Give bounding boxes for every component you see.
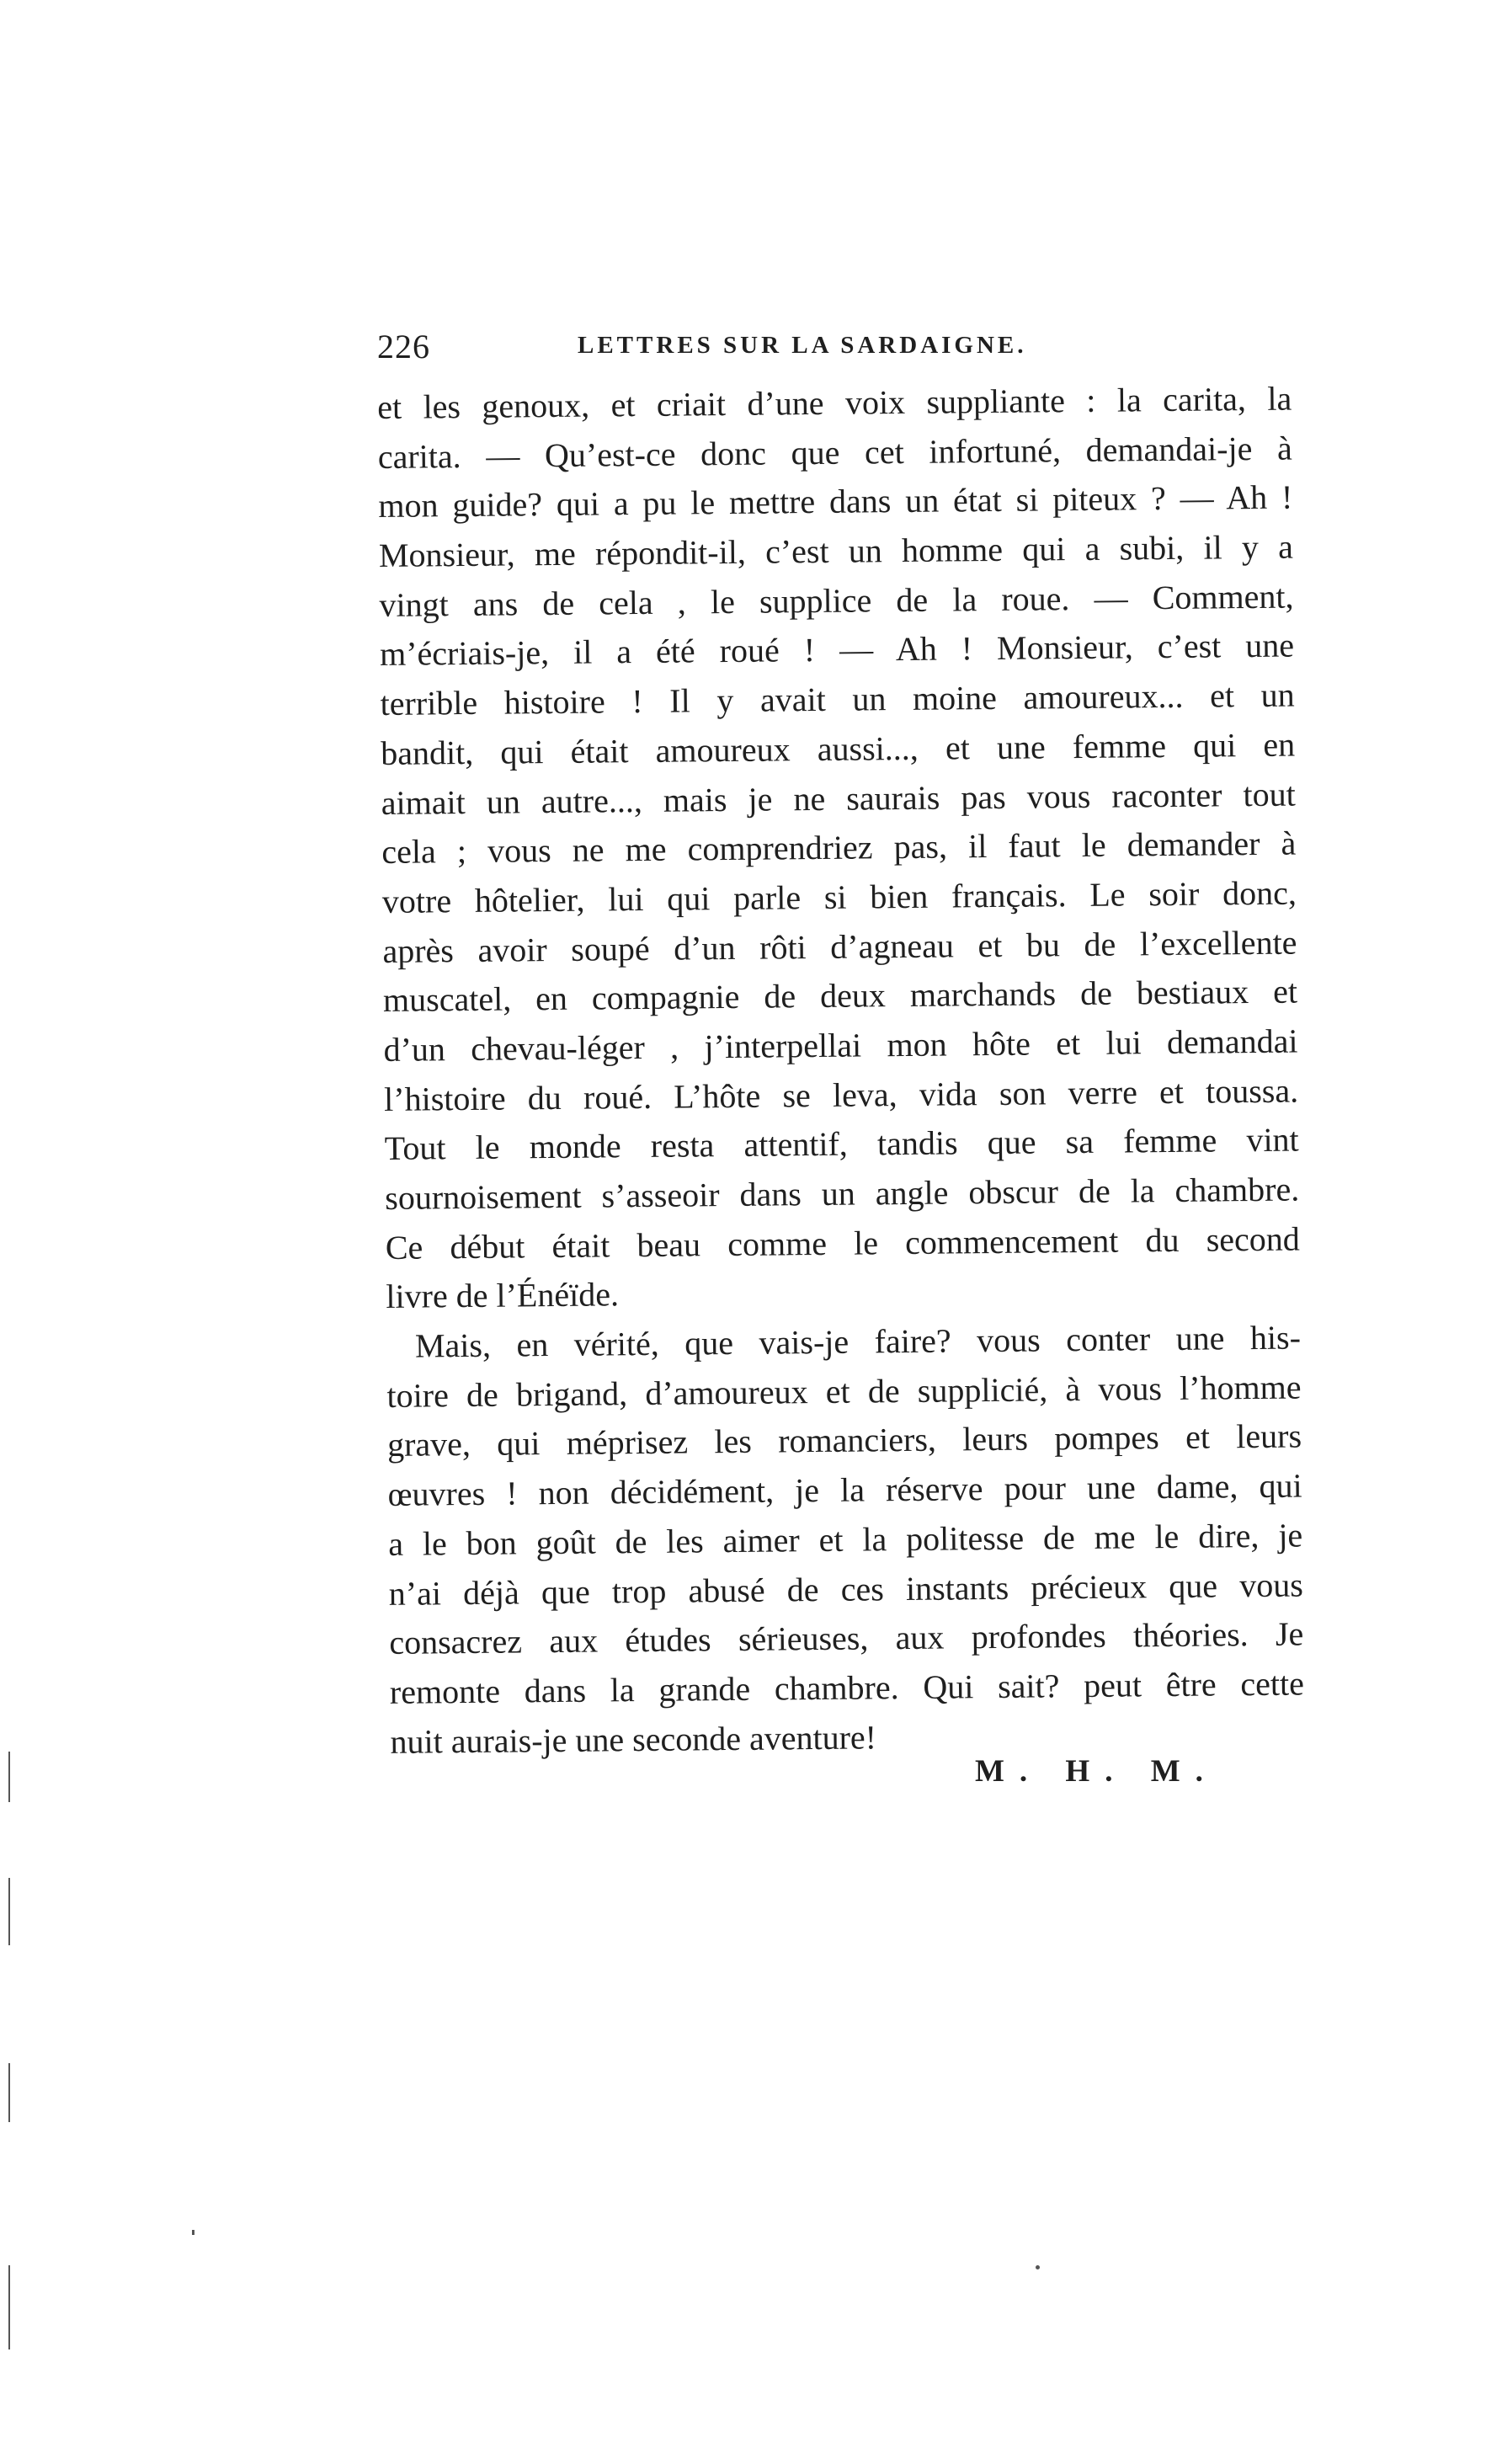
text-line: Ce début était beau comme le commencement du second bbox=[385, 1219, 1301, 1267]
text-line: consacrez aux études sérieuses, aux profondes théories. Je bbox=[389, 1614, 1304, 1662]
text-line: d’un chevau-léger , j’interpellai mon hôte et lui demandai bbox=[383, 1021, 1298, 1069]
paragraph-2 bbox=[386, 1314, 1305, 1768]
text-line: nuit aurais-je une seconde aventure! bbox=[390, 1717, 877, 1761]
scan-speck bbox=[8, 2265, 10, 2349]
text-line: vingt ans de cela , le supplice de la roue. — Comment, bbox=[379, 577, 1294, 624]
text-line: m’écriais-je, il a été roué ! — Ah ! Monsieur, c’est une bbox=[379, 626, 1295, 674]
text-line: terrible histoire ! Il y avait un moine amoureux... et un bbox=[380, 675, 1295, 723]
page-header bbox=[377, 327, 1303, 377]
text-line: grave, qui méprisez les romanciers, leurs pompes et leurs bbox=[386, 1416, 1302, 1464]
main-text bbox=[377, 375, 1305, 1768]
text-line: cela ; vous ne me comprendriez pas, il faut le demander à bbox=[381, 824, 1297, 872]
text-line: œuvres ! non décidément, je la réserve pour une dame, qui bbox=[387, 1466, 1302, 1514]
text-line: muscatel, en compagnie de deux marchands de bestiaux et bbox=[382, 972, 1298, 1020]
text-line: l’histoire du roué. L’hôte se leva, vida son verre et toussa. bbox=[383, 1071, 1299, 1118]
scan-speck bbox=[8, 1878, 10, 1945]
signature: M. H. M. bbox=[975, 1754, 1218, 1789]
text-line: Mais, en vérité, que vais-je faire? vous conter une his- bbox=[414, 1318, 1302, 1365]
text-line: votre hôtelier, lui qui parle si bien français. Le soir donc, bbox=[381, 873, 1297, 920]
scan-speck bbox=[1036, 2265, 1040, 2269]
scan-speck bbox=[192, 2230, 194, 2235]
text-line: Tout le monde resta attentif, tandis que sa femme vint bbox=[384, 1120, 1299, 1168]
text-line: carita. — Qu’est-ce donc que cet infortuné, demandai-je à bbox=[377, 429, 1293, 476]
text-line: toire de brigand, d’amoureux et de supplicié, à vous l’homme bbox=[386, 1368, 1302, 1415]
page-number: 226 bbox=[377, 328, 430, 365]
text-line: remonte dans la grande chambre. Qui sait? peut être cette bbox=[389, 1664, 1305, 1711]
text-line: livre de l’Énéïde. bbox=[386, 1275, 620, 1316]
text-line: bandit, qui était amoureux aussi..., et une femme qui en bbox=[381, 725, 1296, 772]
text-line: n’ai déjà que trop abusé de ces instants précieux que vous bbox=[388, 1565, 1303, 1613]
text-line: et les genoux, et criait d’une voix suppliante : la carita, la bbox=[377, 379, 1292, 426]
text-line: a le bon goût de les aimer et la politesse de me le dire, je bbox=[388, 1516, 1303, 1563]
scan-speck bbox=[8, 2063, 10, 2122]
text-line: après avoir soupé d’un rôti d’agneau et bu de l’excellente bbox=[382, 923, 1297, 970]
running-title: LETTRES SUR LA SARDAIGNE. bbox=[578, 332, 1027, 359]
paragraph-1 bbox=[377, 375, 1301, 1322]
scan-speck bbox=[8, 1752, 10, 1802]
text-line: mon guide? qui a pu le mettre dans un état si piteux ? — Ah ! bbox=[378, 477, 1293, 525]
text-line: sournoisement s’asseoir dans un angle obscur de la chambre. bbox=[385, 1170, 1300, 1217]
text-line: aimait un autre..., mais je ne saurais pas vous raconter tout bbox=[381, 775, 1296, 822]
text-line: Monsieur, me répondit-il, c’est un homme qui a subi, il y a bbox=[378, 527, 1294, 575]
